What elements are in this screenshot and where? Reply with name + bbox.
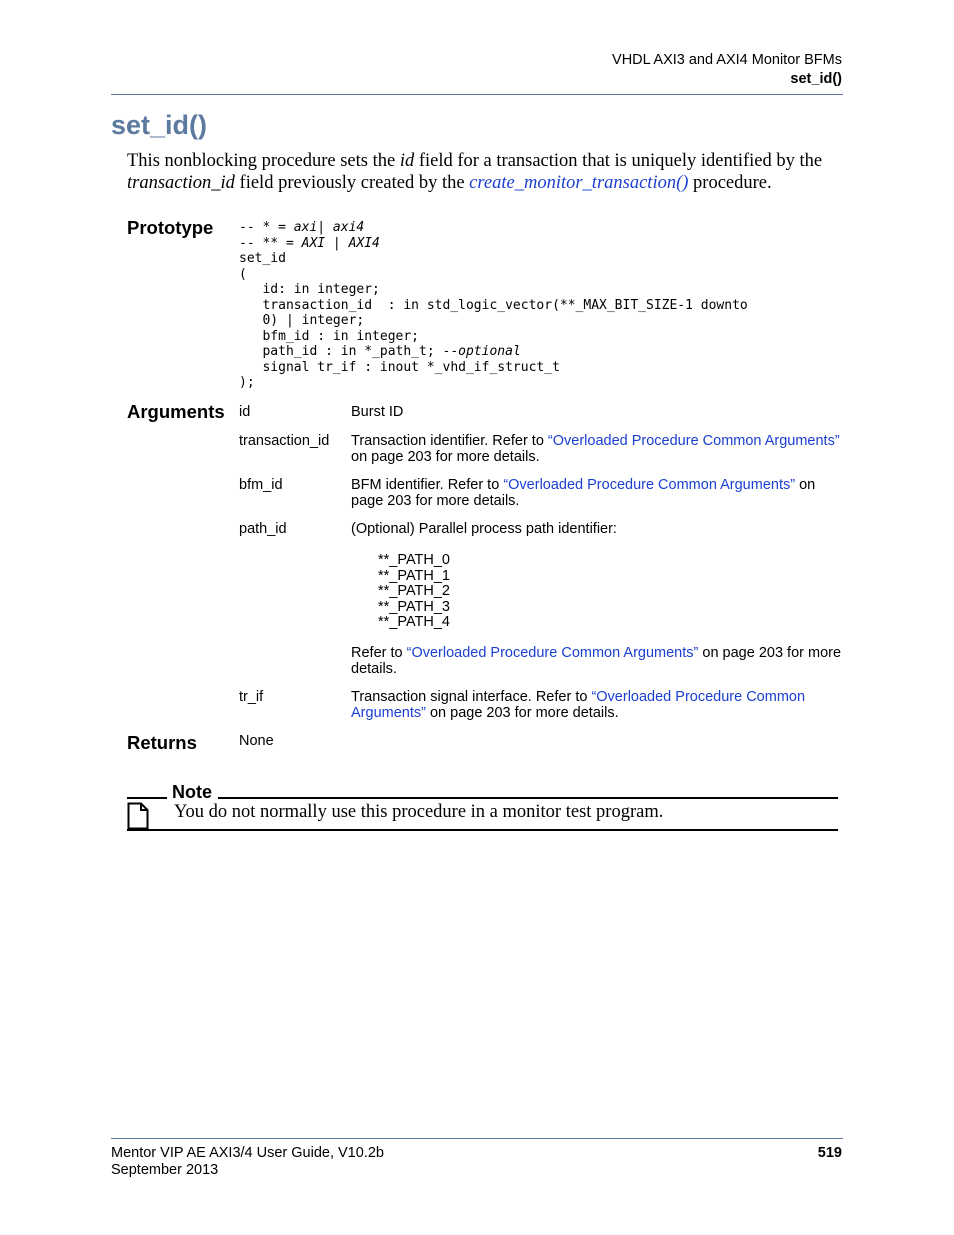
list-item: **_PATH_1 (378, 567, 450, 584)
create-monitor-transaction-link[interactable]: create_monitor_transaction() (469, 173, 689, 193)
running-header-section: VHDL AXI3 and AXI4 Monitor BFMs (612, 52, 842, 68)
list-item: **_PATH_3 (378, 598, 450, 615)
list-item: **_PATH_4 (378, 614, 450, 630)
arg-desc-path-id-refer: Refer to “Overloaded Procedure Common Arguments” on page 203 for more details. (351, 645, 842, 677)
page-title: set_id() (111, 110, 208, 140)
arg-name-path-id: path_id (239, 521, 287, 537)
arg-name-bfm-id: bfm_id (239, 477, 283, 493)
arg-desc-bfm-id: BFM identifier. Refer to “Overloaded Procedure Common Arguments” on page 203 for more details. (351, 477, 816, 509)
footer-rule (111, 1138, 843, 1139)
header-rule (111, 94, 843, 95)
overloaded-args-link[interactable]: “Overloaded Procedure Common Arguments” (503, 477, 796, 493)
arguments-heading: Arguments (127, 401, 225, 422)
note-rule-left (127, 797, 167, 799)
running-header-topic: set_id() (790, 71, 842, 87)
footer-guide-title: Mentor VIP AE AXI3/4 User Guide, V10.2b (111, 1145, 384, 1161)
list-item: **_PATH_2 (378, 583, 450, 599)
path-id-values-list (378, 553, 450, 631)
note-label: Note (172, 782, 212, 802)
footer-date: September 2013 (111, 1162, 219, 1178)
note-rule-bottom (127, 829, 838, 831)
page-number: 519 (817, 1145, 842, 1161)
overloaded-args-link[interactable]: “Overloaded Procedure Common Arguments” (351, 689, 806, 721)
returns-heading: Returns (127, 732, 197, 753)
prototype-heading: Prototype (127, 217, 214, 238)
overloaded-args-link[interactable]: “Overloaded Procedure Common Arguments” (547, 433, 840, 449)
arg-desc-tr-if: Transaction signal interface. Refer to “Overloaded Procedure Common Arguments” on page 203 for more details. (351, 689, 806, 721)
arg-name-transaction-id: transaction_id (239, 433, 330, 449)
overloaded-args-link[interactable]: “Overloaded Procedure Common Arguments” (406, 645, 699, 661)
arg-desc-path-id: (Optional) Parallel process path identifier: (351, 521, 617, 537)
list-item: **_PATH_0 (378, 552, 450, 568)
arg-name-tr-if: tr_if (239, 689, 264, 705)
returns-value: None (239, 733, 274, 749)
intro-paragraph: This nonblocking procedure sets the id field for a transaction that is uniquely identified by the transaction_id field previously created by the create_monitor_transaction() procedure. (127, 151, 823, 193)
arg-desc-transaction-id: Transaction identifier. Refer to “Overloaded Procedure Common Arguments” on page 203 for more details. (351, 433, 840, 465)
prototype-code: -- * = axi| axi4 -- ** = AXI | AXI4 set_id ( id: in integer; transaction_id : in std_logic_vector(**_MAX_BIT_SIZE-1 downto 0) | integer; bfm_id : in integer; path_id : in *_path_t; --optional signal tr_if : inout *_vhd_if_struct_t ); (239, 220, 748, 390)
arg-name-id: id (239, 404, 251, 420)
note-text: You do not normally use this procedure in a monitor test program. (174, 802, 664, 822)
note-rule-top (218, 797, 838, 799)
arg-desc-id: Burst ID (351, 404, 404, 420)
